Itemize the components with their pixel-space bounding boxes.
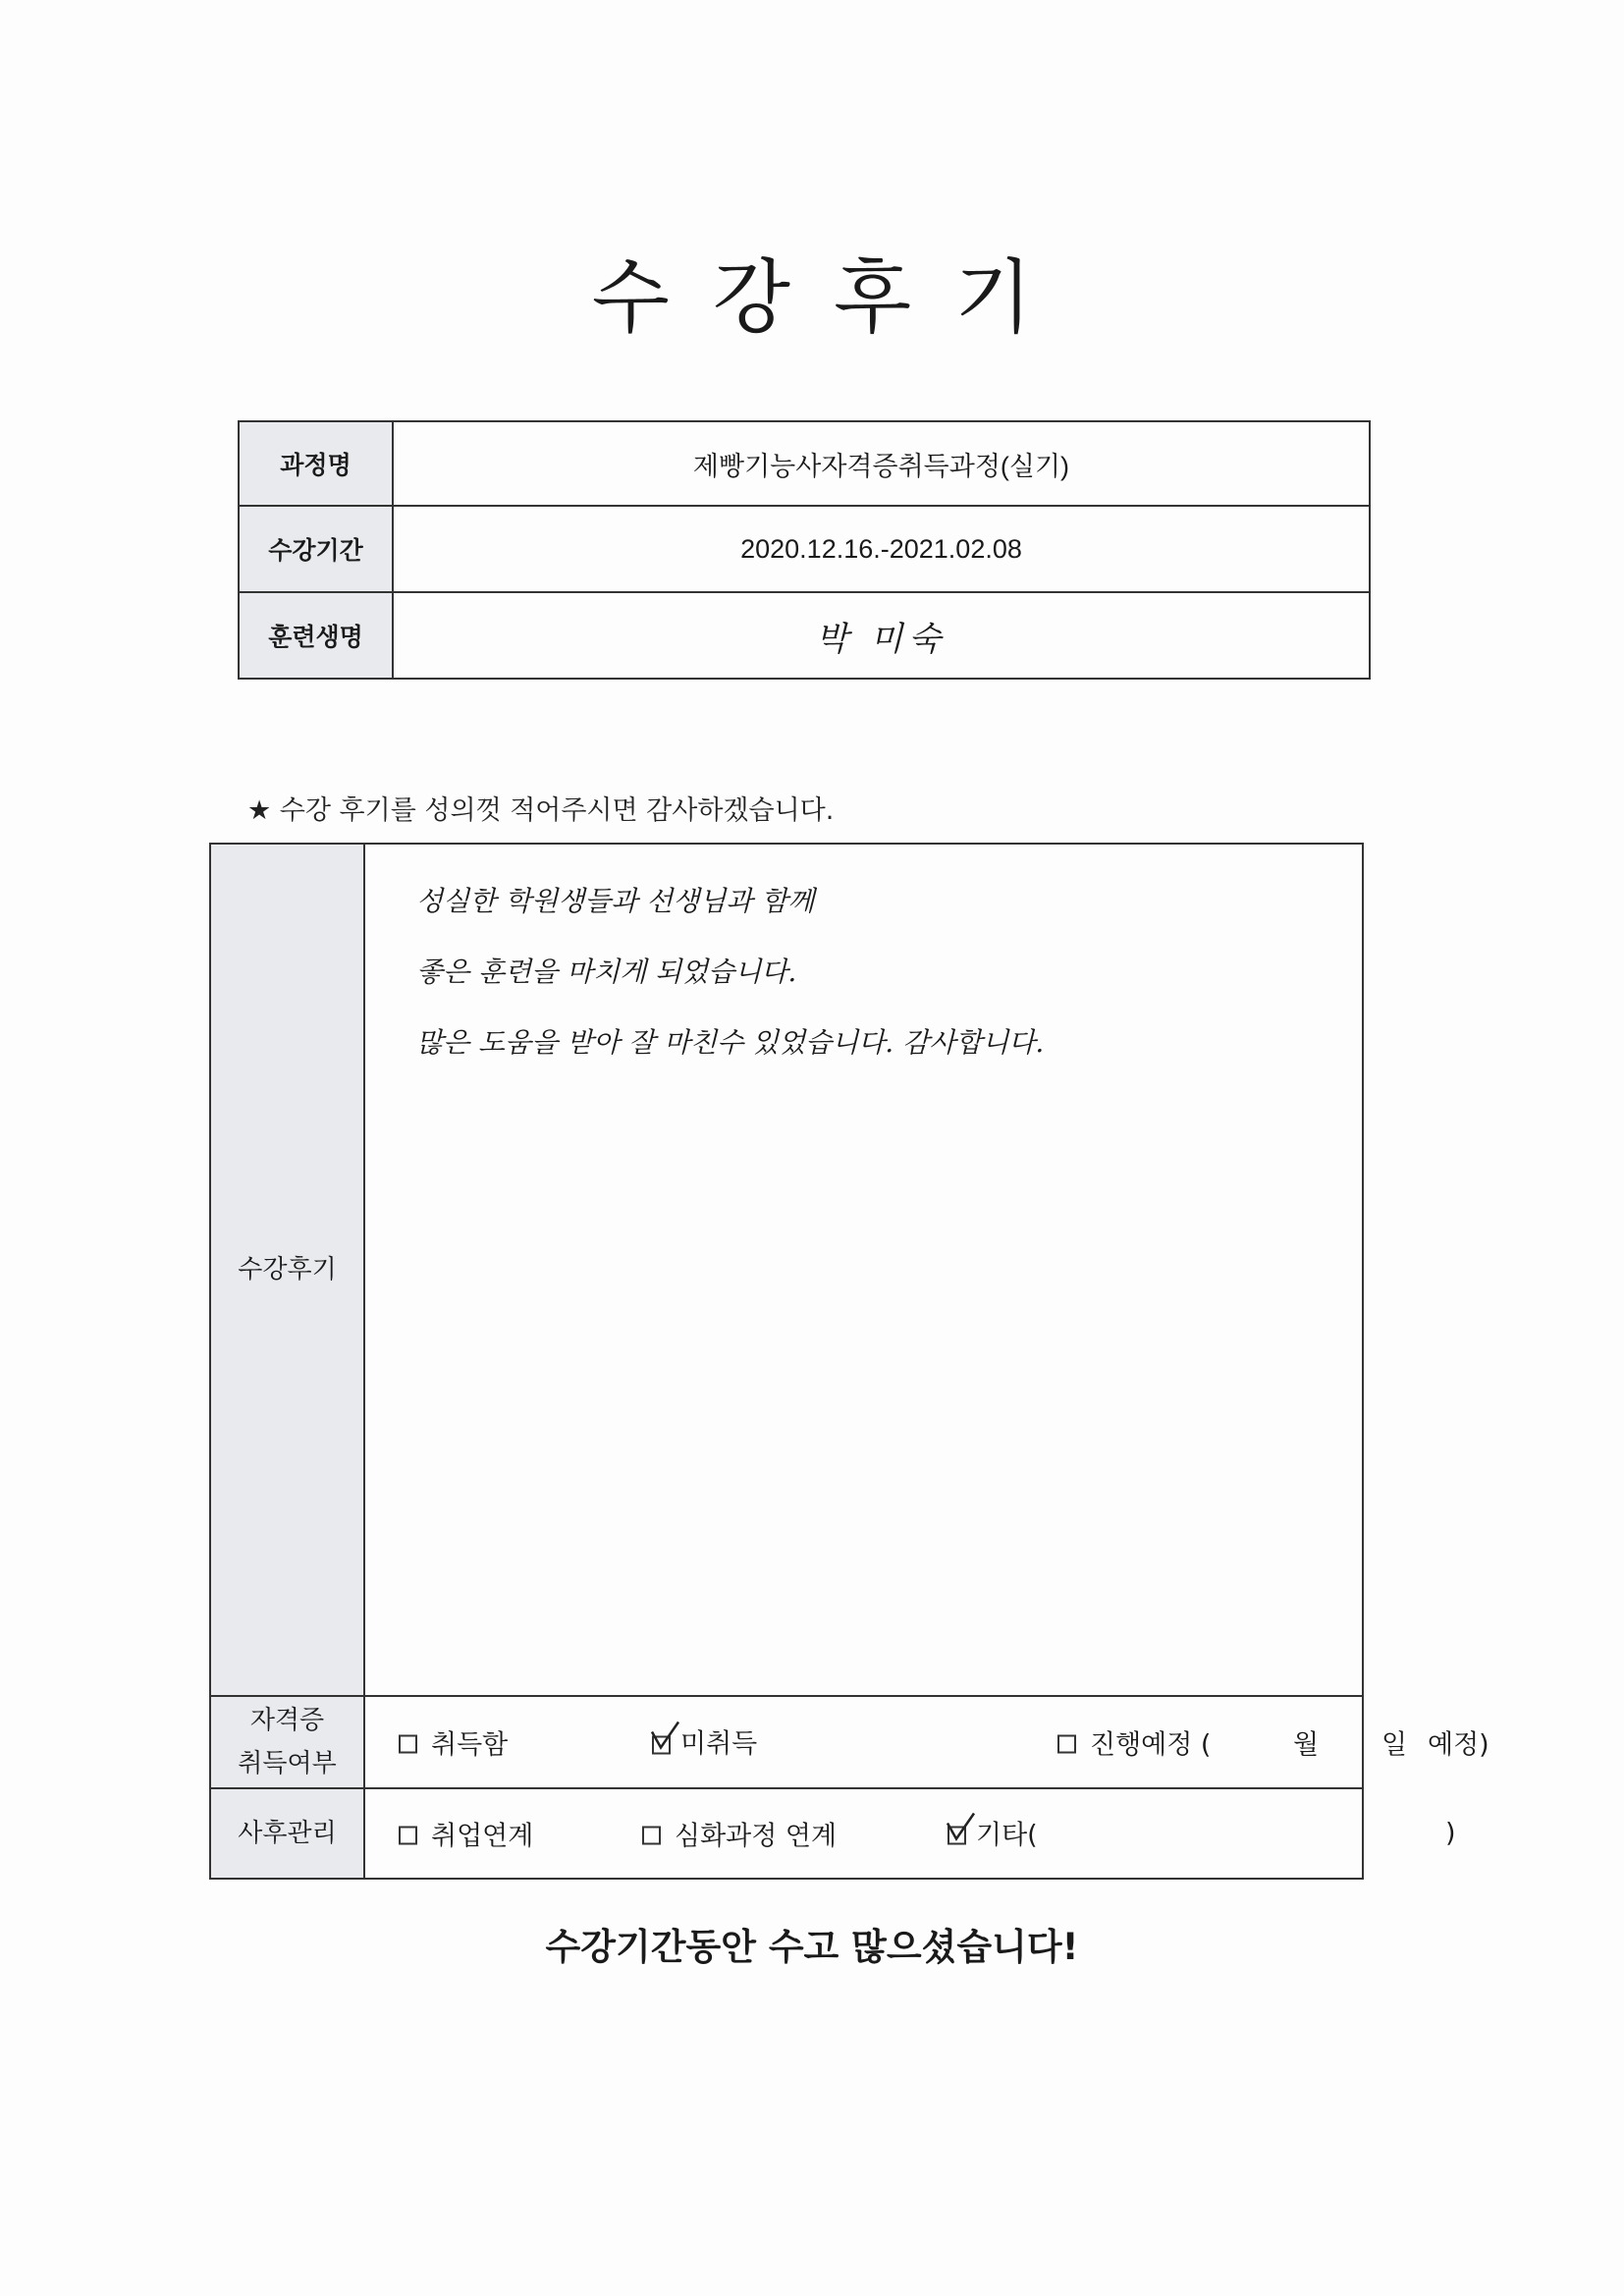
option-scheduled[interactable]: 진행예정 ( [1057, 1723, 1211, 1762]
info-table [238, 420, 1371, 680]
option-job-link[interactable]: 취업연계 [399, 1815, 533, 1853]
certificate-label-line1: 자격증 [249, 1706, 325, 1735]
trainee-label: 훈련생명 [239, 592, 393, 679]
certificate-options [364, 1696, 1489, 1788]
period-value: 2020.12.16.-2021.02.08 [393, 506, 1370, 592]
option-acquired[interactable]: 취득함 [399, 1723, 508, 1762]
certificate-label-line2: 취득여부 [238, 1749, 337, 1778]
closing-message: 수강기간동안 수고 많으셨습니다! [545, 1926, 1079, 1968]
trainee-name: 박 미숙 [393, 592, 1370, 679]
review-content [364, 844, 1363, 1696]
review-line: 많은 도움을 받아 잘 마친수 있었습니다. 감사합니다. [416, 1026, 1045, 1059]
notice-text: ★ 수강 후기를 성의껏 적어주시면 감사하겠습니다. [247, 795, 835, 826]
review-label: 수강후기 [210, 844, 364, 1696]
period-label: 수강기간 [239, 506, 393, 592]
day-label: 일 [1381, 1729, 1408, 1761]
aftercare-close-paren: ) [1445, 1818, 1456, 1849]
checkbox-checked-icon[interactable] [652, 1728, 671, 1763]
option-not-acquired[interactable]: 미취득 [652, 1722, 757, 1763]
certificate-label [210, 1696, 364, 1788]
review-line: 좋은 훈련을 마치게 되었습니다. [416, 956, 797, 988]
course-label: 과정명 [239, 421, 393, 506]
aftercare-options [364, 1788, 1456, 1879]
review-table [209, 843, 1489, 1880]
aftercare-label: 사후관리 [210, 1788, 364, 1879]
checkbox-unchecked-icon[interactable] [399, 1735, 417, 1754]
checkbox-unchecked-icon[interactable] [1057, 1735, 1076, 1754]
review-line: 성실한 학원생들과 선생님과 함께 [416, 885, 815, 917]
page-title: 수강후기 [591, 251, 1076, 345]
option-other[interactable]: 기타( [947, 1814, 1038, 1854]
course-value: 제빵기능사자격증취득과정(실기) [393, 421, 1370, 506]
option-advanced-course[interactable]: 심화과정 연계 [642, 1815, 837, 1853]
scheduled-suffix: 예정) [1428, 1729, 1489, 1761]
month-label: 월 [1293, 1729, 1320, 1761]
checkbox-unchecked-icon[interactable] [399, 1827, 417, 1845]
checkbox-unchecked-icon[interactable] [642, 1827, 661, 1845]
checkbox-checked-icon[interactable] [947, 1820, 966, 1854]
